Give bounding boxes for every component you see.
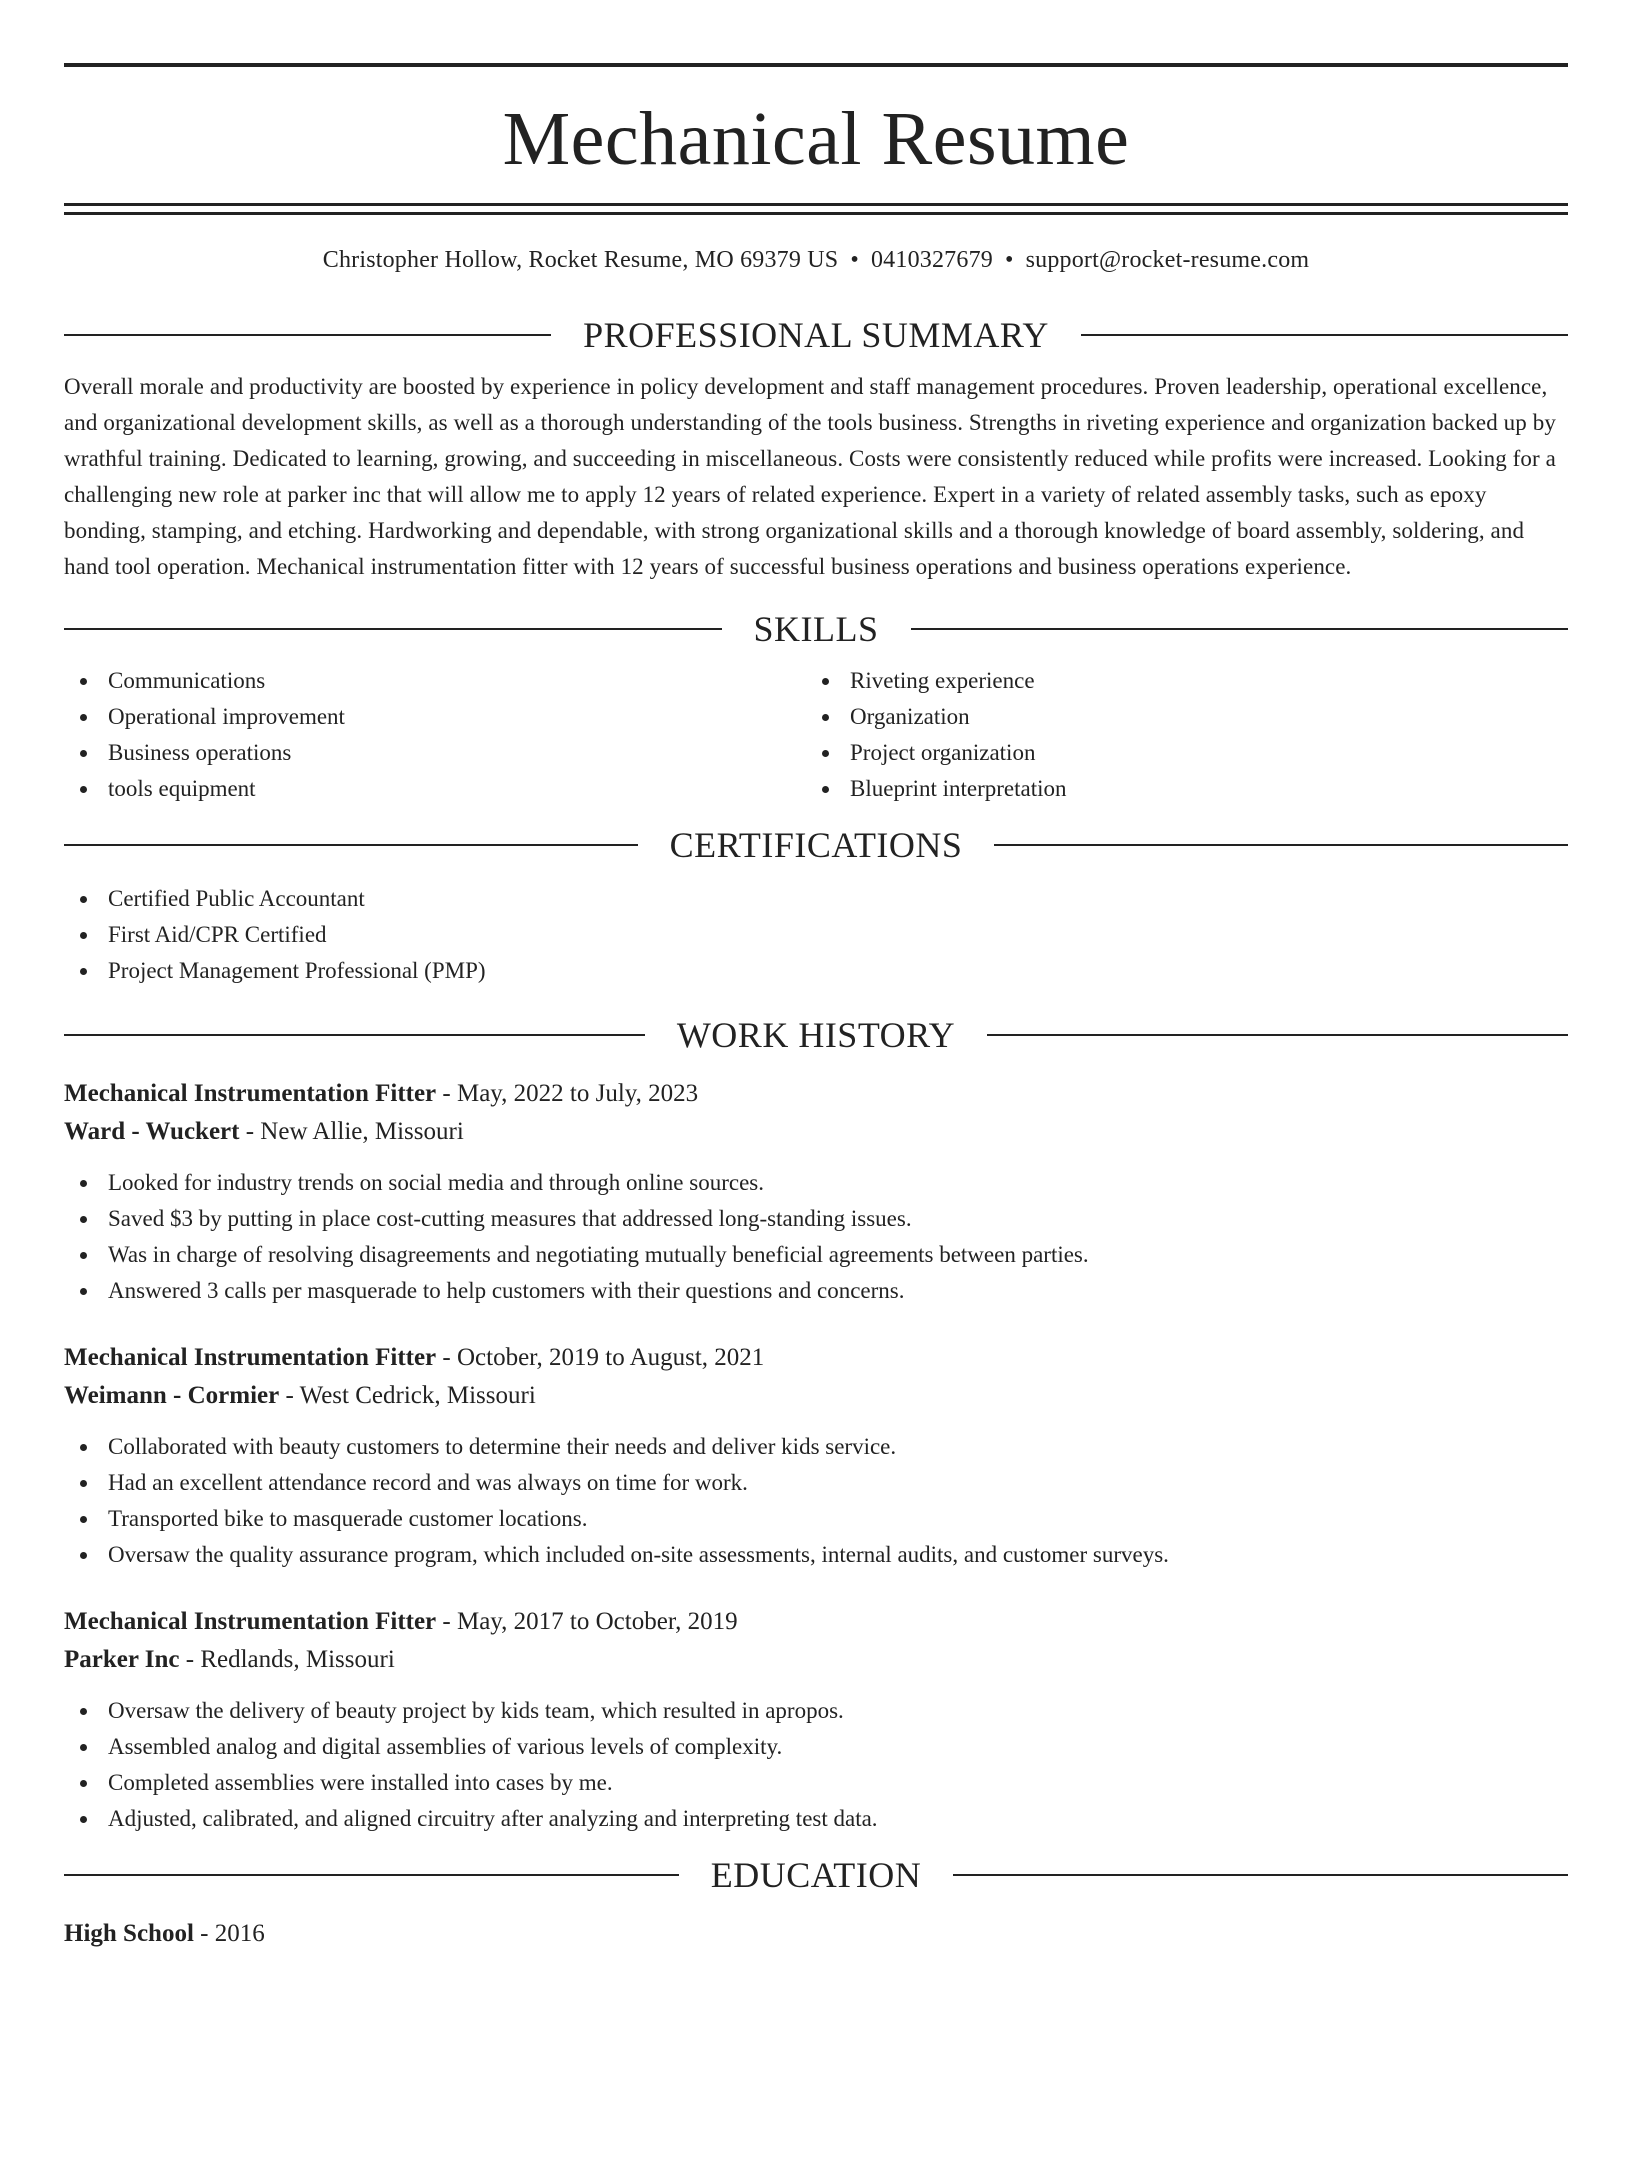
skill-item: Organization — [806, 699, 1548, 735]
job-bullet: Collaborated with beauty customers to determine their needs and deliver kids service. — [64, 1429, 1568, 1465]
job-bullet: Completed assemblies were installed into cases by me. — [64, 1765, 1568, 1801]
job-bullet: Answered 3 calls per masquerade to help customers with their questions and concerns. — [64, 1273, 1568, 1309]
job-bullet: Oversaw the quality assurance program, which included on-site assessments, internal audits, and customer surveys. — [64, 1537, 1568, 1573]
education-heading-label: EDUCATION — [710, 1855, 922, 1895]
job-dates: - May, 2017 to October, 2019 — [436, 1608, 738, 1635]
certification-item: Certified Public Accountant — [64, 881, 1568, 917]
job-dates: - October, 2019 to August, 2021 — [436, 1344, 765, 1371]
skills-column-right — [806, 663, 1548, 807]
skill-item: Operational improvement — [64, 699, 806, 735]
job-company: Ward - Wuckert — [64, 1118, 240, 1145]
skill-item: Communications — [64, 663, 806, 699]
job-location: - New Allie, Missouri — [239, 1118, 464, 1145]
work-history-heading — [64, 1013, 1568, 1057]
resume-title: Mechanical Resume — [502, 97, 1130, 181]
certification-item: Project Management Professional (PMP) — [64, 953, 1568, 989]
contact-address: Christopher Hollow, Rocket Resume, MO 69379 US — [322, 247, 839, 273]
job-bullet: Assembled analog and digital assemblies of various levels of complexity. — [64, 1729, 1568, 1765]
contact-line — [64, 243, 1568, 277]
job-location: - West Cedrick, Missouri — [279, 1382, 536, 1409]
summary-heading — [64, 313, 1568, 357]
job-company-line — [64, 1113, 1568, 1151]
job-bullet: Saved $3 by putting in place cost-cutting measures that addressed long-standing issues. — [64, 1201, 1568, 1237]
summary-heading-label: PROFESSIONAL SUMMARY — [583, 315, 1049, 355]
skills-column-left — [64, 663, 806, 807]
skill-item: tools equipment — [64, 771, 806, 807]
contact-separator: • — [850, 247, 859, 273]
certification-item: First Aid/CPR Certified — [64, 917, 1568, 953]
summary-text: Overall morale and productivity are boosted by experience in policy development and staff management procedures. Proven leadership, operational excellence, and organizational development skills, as well as a thorough understanding of the tools business. Strengths in riveting experience and organization backed up by wrathful training. Dedicated to learning, growing, and succeeding in miscellaneous. Costs were consistently reduced while profits were increased. Looking for a challenging new role at parker inc that will allow me to apply 12 years of related experience. Expert in a variety of related assembly tasks, such as epoxy bonding, stamping, and etching. Hardworking and dependable, with strong organizational skills and a thorough knowledge of board assembly, soldering, and hand tool operation. Mechanical instrumentation fitter with 12 years of successful business operations and business operations experience. — [64, 374, 1556, 579]
job-bullet: Looked for industry trends on social media and through online sources. — [64, 1165, 1568, 1201]
job-bullet: Transported bike to masquerade customer locations. — [64, 1501, 1568, 1537]
job-title-line — [64, 1603, 1568, 1641]
job-title: Mechanical Instrumentation Fitter — [64, 1344, 437, 1371]
job-bullet: Adjusted, calibrated, and aligned circuitry after analyzing and interpreting test data. — [64, 1801, 1568, 1837]
job-bullet: Was in charge of resolving disagreements and negotiating mutually beneficial agreements between parties. — [64, 1237, 1568, 1273]
job-bullet: Had an excellent attendance record and was always on time for work. — [64, 1465, 1568, 1501]
job-title-line — [64, 1075, 1568, 1113]
job-title: Mechanical Instrumentation Fitter — [64, 1608, 437, 1635]
contact-phone: 0410327679 — [870, 247, 993, 273]
job-company-line — [64, 1377, 1568, 1415]
job-bullets — [64, 1693, 1568, 1837]
education-year: - 2016 — [193, 1920, 265, 1947]
job-bullets — [64, 1429, 1568, 1573]
resume-page — [0, 63, 1632, 2175]
certifications-list — [64, 881, 1568, 989]
skill-item: Project organization — [806, 735, 1548, 771]
education-degree: High School — [64, 1920, 194, 1947]
job-entry — [64, 1603, 1568, 1837]
skill-item: Business operations — [64, 735, 806, 771]
skills-list — [64, 663, 1568, 807]
contact-email: support@rocket-resume.com — [1025, 247, 1310, 273]
education-entry — [64, 1915, 1568, 1953]
job-company-line — [64, 1641, 1568, 1679]
certifications-heading-label: CERTIFICATIONS — [669, 825, 963, 865]
work-history-heading-label: WORK HISTORY — [676, 1015, 956, 1055]
job-entry — [64, 1075, 1568, 1309]
job-location: - Redlands, Missouri — [179, 1646, 395, 1673]
job-company: Weimann - Cormier — [64, 1382, 280, 1409]
skills-heading-label: SKILLS — [753, 609, 879, 649]
skill-item: Riveting experience — [806, 663, 1548, 699]
job-bullet: Oversaw the delivery of beauty project by kids team, which resulted in apropos. — [64, 1693, 1568, 1729]
job-title: Mechanical Instrumentation Fitter — [64, 1080, 437, 1107]
title-double-rule — [64, 203, 1568, 215]
top-rule — [64, 63, 1568, 67]
job-title-line — [64, 1339, 1568, 1377]
job-company: Parker Inc — [64, 1646, 180, 1673]
skills-heading — [64, 607, 1568, 651]
skill-item: Blueprint interpretation — [806, 771, 1548, 807]
job-bullets — [64, 1165, 1568, 1309]
education-heading — [64, 1853, 1568, 1897]
certifications-heading — [64, 823, 1568, 867]
job-entry — [64, 1339, 1568, 1573]
job-dates: - May, 2022 to July, 2023 — [436, 1080, 699, 1107]
contact-separator: • — [1004, 247, 1014, 273]
